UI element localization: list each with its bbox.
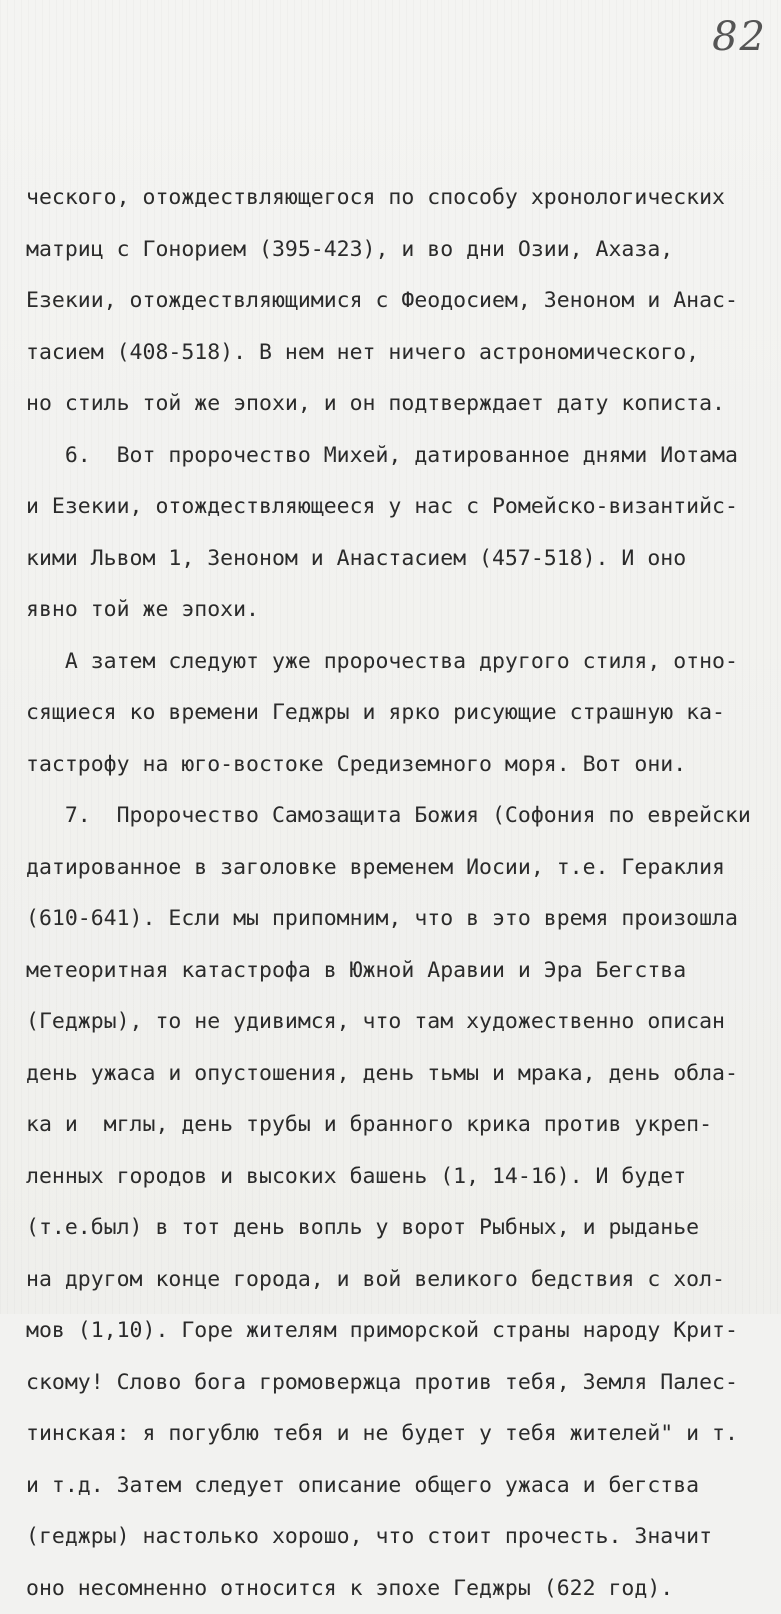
text-line: (т.е.был) в тот день вопль у ворот Рыбных, и рыданье: [26, 1202, 766, 1254]
text-line: матриц с Гонорием (395-423), и во дни Озии, Ахаза,: [26, 224, 766, 276]
text-line: датированное в заголовке временем Иосии, т.е. Гераклия: [26, 842, 766, 894]
body-text: [26, 172, 766, 1614]
text-line: скому! Слово бога громовержца против тебя, Земля Палес-: [26, 1357, 766, 1409]
text-line: (Геджры), то не удивимся, что там художественно описан: [26, 996, 766, 1048]
text-line: (610-641). Если мы припомним, что в это время произошла: [26, 893, 766, 945]
text-line: Езекии, отождествляющимися с Феодосием, Зеноном и Анас-: [26, 275, 766, 327]
text-line: явно той же эпохи.: [26, 584, 766, 636]
text-line: кими Львом 1, Зеноном и Анастасием (457-518). И оно: [26, 533, 766, 585]
text-line: тинская: я погублю тебя и не будет у тебя жителей" и т.: [26, 1408, 766, 1460]
text-line: ленных городов и высоких башень (1, 14-16). И будет: [26, 1151, 766, 1203]
text-line: сящиеся ко времени Геджры и ярко рисующие страшную ка-: [26, 687, 766, 739]
text-line: день ужаса и опустошения, день тьмы и мрака, день обла-: [26, 1048, 766, 1100]
text-line: ческого, отождествляющегося по способу хронологических: [26, 172, 766, 224]
text-line: на другом конце города, и вой великого бедствия с хол-: [26, 1254, 766, 1306]
text-line: но стиль той же эпохи, и он подтверждает дату кописта.: [26, 378, 766, 430]
text-line: и Езекии, отождествляющееся у нас с Ромейско-византийс-: [26, 481, 766, 533]
text-line: 7. Пророчество Самозащита Божия (Софония по еврейски: [26, 790, 766, 842]
text-line: и т.д. Затем следует описание общего ужаса и бегства: [26, 1460, 766, 1512]
text-line: (геджры) настолько хорошо, что стоит прочесть. Значит: [26, 1511, 766, 1563]
text-line: А затем следуют уже пророчества другого стиля, отно-: [26, 636, 766, 688]
text-line: мов (1,10). Горе жителям приморской страны народу Крит-: [26, 1305, 766, 1357]
text-line: метеоритная катастрофа в Южной Аравии и Эра Бегства: [26, 945, 766, 997]
text-line: ка и мглы, день трубы и бранного крика против укреп-: [26, 1099, 766, 1151]
text-line: тасием (408-518). В нем нет ничего астрономического,: [26, 327, 766, 379]
text-line: оно несомненно относится к эпохе Геджры (622 год).: [26, 1563, 766, 1614]
text-line: тастрофу на юго-востоке Средиземного моря. Вот они.: [26, 739, 766, 791]
page-number: 82: [712, 14, 767, 60]
text-line: 6. Вот пророчество Михей, датированное днями Иотама: [26, 430, 766, 482]
